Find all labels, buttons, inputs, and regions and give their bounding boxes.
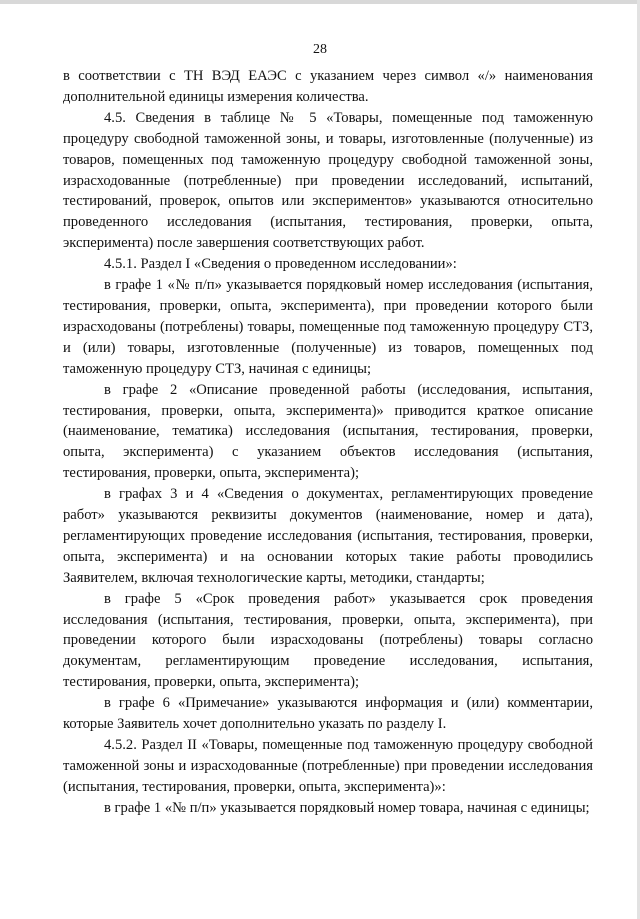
paragraph-4-5-2-heading: 4.5.2. Раздел II «Товары, помещенные под таможенную процедуру свободной таможенной зоны и израсходованные (потребленные) при проведении исследования (испытания, тестирования, проверки, опыта, эксперимента)»: — [63, 737, 593, 795]
document-body — [63, 66, 593, 819]
paragraph-column-2: в графе 2 «Описание проведенной работы (исследования, испытания, тестирования, проверки, опыта, эксперимента)» приводится краткое описание (наименование, тематика) исследования (испытания, тестирования, проверки, опыта, эксперимента) с указанием объектов исследования (испытания, тестирования, проверки, опыта, эксперимента); — [63, 381, 593, 482]
paragraph-column-1: в графе 1 «№ п/п» указывается порядковый номер исследования (испытания, тестирования, проверки, опыта, эксперимента), при проведении которого были израсходованы (потреблены) товары, помещенные под таможенную процедуру СТЗ, и (или) товары, изготовленные (полученные) из товаров, помещенных под таможенную процедуру СТЗ, начиная с единицы; — [63, 277, 593, 377]
paragraph-section-2-column-1: в графе 1 «№ п/п» указывается порядковый номер товара, начиная с единицы; — [104, 799, 590, 816]
paragraph-4-5-1-heading: 4.5.1. Раздел I «Сведения о проведенном исследовании»: — [104, 256, 457, 273]
paragraph-4-5: 4.5. Сведения в таблице № 5 «Товары, помещенные под таможенную процедуру свободной таможенной зоны, и товары, изготовленные (полученные) из товаров, помещенных под таможенную процедуру свободной таможенной зоны, израсходованные (потребленные) при проведении исследований, испытаний, тестирований, проверок, опытов или экспериментов» указываются относительно проведенного исследования (испытания, тестирования, проверки, опыта, эксперимента) после завершения соответствующих работ. — [63, 109, 593, 252]
paragraph-column-6: в графе 6 «Примечание» указываются информация и (или) комментарии, которые Заявитель хочет дополнительно указать по разделу I. — [63, 695, 593, 733]
paragraph-columns-3-4: в графах 3 и 4 «Сведения о документах, регламентирующих проведение работ» указываются реквизиты документов (наименование, номер и дата), регламентирующих проведение исследования (испытания, тестирования, проверки, опыта, эксперимента) и на основании которых такие работы проводились Заявителем, включая технологические карты, методики, стандарты; — [63, 486, 593, 586]
paragraph-column-5: в графе 5 «Срок проведения работ» указывается срок проведения исследования (испытания, тестирования, проверки, опыта, эксперимента), при проведении которого были израсходованы (потреблены) товары согласно документам, регламентирующим проведение исследования, испытания, тестирования, проверки, опыта, эксперимента); — [63, 590, 593, 691]
paragraph-continuation: в соответствии с ТН ВЭД ЕАЭС с указанием через символ «/» наименования дополнительной единицы измерения количества. — [63, 68, 593, 105]
page-number: 28 — [313, 42, 327, 57]
scan-border-top — [0, 0, 640, 4]
